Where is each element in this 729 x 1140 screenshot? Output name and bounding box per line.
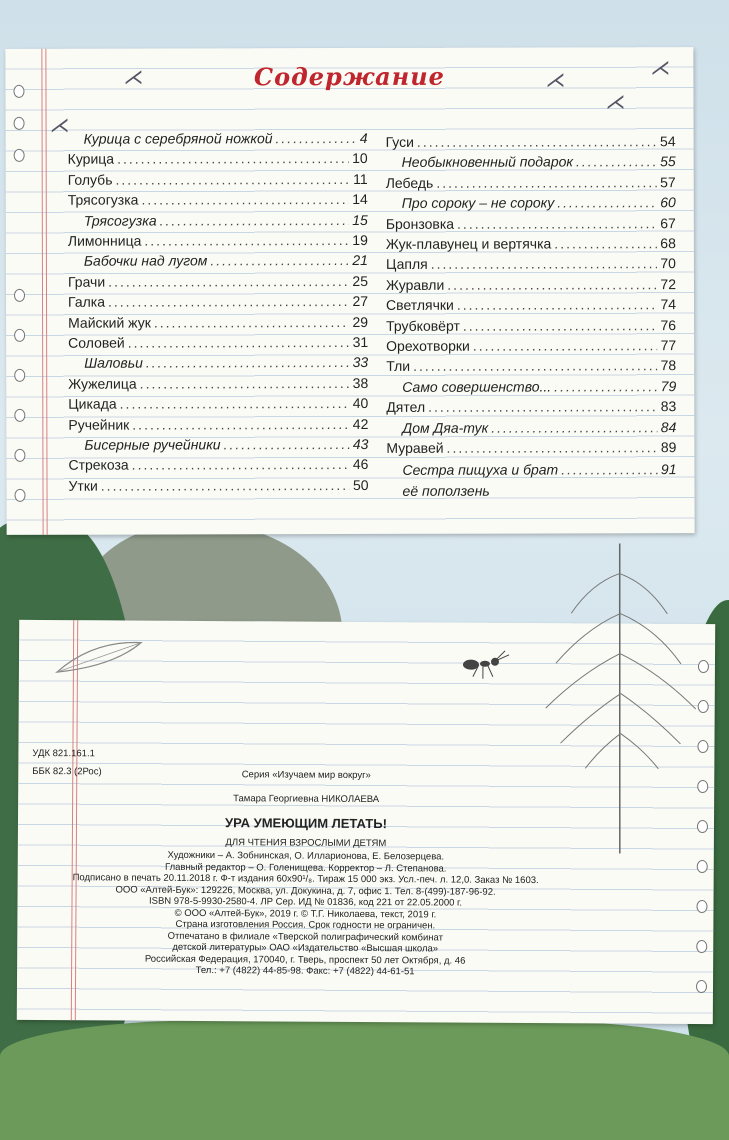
toc-entry bbox=[84, 252, 368, 269]
toc-entry-title: Трубковёрт bbox=[386, 317, 460, 334]
toc-entry-page: 79 bbox=[660, 377, 677, 394]
toc-entry bbox=[386, 296, 676, 313]
toc-entry-page: 50 bbox=[352, 476, 369, 493]
contents-right-column bbox=[386, 133, 677, 534]
toc-entry-title: Голубь bbox=[67, 171, 113, 188]
toc-entry bbox=[386, 398, 676, 415]
toc-entry-page: 15 bbox=[352, 211, 368, 228]
toc-dot-leader bbox=[117, 150, 349, 167]
toc-entry-page: 38 bbox=[352, 374, 369, 391]
toc-entry bbox=[402, 419, 676, 436]
margin-line bbox=[45, 49, 47, 535]
toc-entry bbox=[402, 194, 676, 211]
toc-entry-page: 60 bbox=[660, 194, 676, 211]
toc-entry bbox=[84, 354, 368, 371]
toc-dot-leader bbox=[140, 375, 350, 392]
toc-dot-leader bbox=[431, 256, 658, 273]
toc-entry-page: 31 bbox=[352, 333, 369, 350]
toc-entry bbox=[386, 256, 676, 273]
toc-entry bbox=[68, 150, 368, 167]
toc-entry-title: Светлячки bbox=[386, 296, 454, 314]
grass-plant-icon bbox=[530, 533, 708, 864]
toc-entry-page: 46 bbox=[352, 456, 369, 473]
binder-hole bbox=[14, 329, 25, 342]
toc-entry-title: Орехотворки bbox=[386, 337, 470, 354]
binder-hole bbox=[14, 369, 25, 382]
toc-entry-page: 4 bbox=[359, 129, 368, 146]
imprint-details bbox=[0, 848, 714, 979]
ant-icon bbox=[459, 645, 515, 685]
toc-dot-leader bbox=[141, 191, 349, 208]
toc-entry bbox=[84, 212, 368, 229]
toc-entry-title: Стрекоза bbox=[68, 456, 129, 474]
toc-dot-leader bbox=[128, 334, 350, 351]
toc-dot-leader bbox=[447, 439, 658, 456]
toc-dot-leader bbox=[115, 171, 350, 188]
toc-entry-title: Трясогузка bbox=[83, 212, 157, 229]
toc-entry-title: Курица bbox=[67, 151, 115, 168]
toc-entry-page: 68 bbox=[660, 235, 676, 252]
toc-entry-page: 84 bbox=[660, 418, 677, 435]
bird-track-icon: ⋌ bbox=[123, 66, 144, 89]
author-name: Тамара Георгиевна НИКОЛАЕВА bbox=[233, 793, 380, 806]
toc-dot-leader bbox=[132, 456, 350, 473]
toc-entry bbox=[386, 215, 676, 232]
binder-hole bbox=[15, 489, 26, 502]
toc-dot-leader bbox=[473, 337, 658, 353]
toc-entry-title: Галка bbox=[68, 293, 106, 310]
toc-dot-leader bbox=[576, 154, 657, 170]
toc-entry-title: Трясогузка bbox=[67, 191, 139, 208]
toc-entry-title: Утки bbox=[68, 477, 98, 494]
toc-entry-page: 21 bbox=[352, 252, 368, 269]
toc-entry bbox=[386, 358, 676, 375]
toc-entry-page: 70 bbox=[660, 255, 676, 272]
contents-title: Содержание bbox=[253, 61, 445, 92]
toc-dot-leader bbox=[457, 296, 658, 313]
imprint-line: Российская Федерация, 170040, г. Тверь, проспект 50 лет Октября, д. 46 bbox=[144, 953, 466, 967]
toc-entry-page: 91 bbox=[660, 461, 677, 478]
toc-entry bbox=[386, 337, 676, 354]
toc-entry bbox=[68, 375, 368, 392]
binder-hole bbox=[14, 117, 25, 130]
contents-page bbox=[5, 47, 694, 535]
toc-entry-title: Лебедь bbox=[385, 174, 434, 191]
toc-entry-page: 76 bbox=[660, 316, 677, 333]
toc-entry-page: 43 bbox=[352, 435, 369, 452]
imprint-line: Страна изготовления Россия. Срок годности не ограничен. bbox=[175, 918, 436, 932]
toc-entry-page: 25 bbox=[352, 272, 368, 289]
binder-hole bbox=[14, 449, 25, 462]
binder-hole bbox=[14, 409, 25, 422]
toc-dot-leader bbox=[101, 477, 350, 494]
toc-dot-leader bbox=[154, 314, 350, 331]
toc-entry bbox=[68, 334, 368, 351]
toc-entry-page: 10 bbox=[352, 150, 368, 167]
toc-entry bbox=[68, 395, 368, 412]
toc-entry-page: 57 bbox=[660, 173, 676, 190]
bird-track-icon: ⋌ bbox=[49, 114, 70, 137]
toc-entry-title: Соловей bbox=[68, 334, 125, 351]
toc-dot-leader bbox=[428, 398, 658, 415]
binder-hole bbox=[14, 289, 25, 302]
toc-dot-leader bbox=[108, 273, 349, 290]
toc-entry-page: 83 bbox=[660, 398, 677, 415]
toc-entry bbox=[402, 378, 676, 395]
imprint-line: Художники – А. Зобнинская, О. Илларионова, Е. Белозерцева. bbox=[167, 849, 445, 863]
toc-entry-title: Грачи bbox=[67, 273, 106, 290]
toc-entry-title: Цикада bbox=[68, 395, 117, 412]
toc-entry-title: Бисерные ручейники bbox=[84, 436, 221, 453]
imprint-line: © ООО «Алтей-Бук», 2019 г. © Т.Г. Николаева, текст, 2019 г. bbox=[174, 907, 437, 920]
toc-entry bbox=[68, 456, 368, 473]
toc-entry-page: 33 bbox=[352, 354, 369, 371]
bbk-code: ББК 82.3 (2Рос) bbox=[32, 765, 102, 778]
bird-track-icon: ⋌ bbox=[605, 91, 626, 114]
toc-entry bbox=[386, 276, 676, 293]
margin-line bbox=[41, 49, 43, 535]
toc-entry-title: Муравей bbox=[386, 439, 444, 456]
toc-entry bbox=[68, 191, 368, 208]
toc-entry-title: Дятел bbox=[386, 398, 426, 416]
toc-entry-title: Цапля bbox=[385, 256, 428, 273]
toc-entry-title: Курица с серебряной ножкой bbox=[83, 130, 273, 147]
toc-dot-leader bbox=[436, 174, 657, 191]
toc-entry-title: Лимонница bbox=[67, 232, 142, 249]
toc-dot-leader bbox=[275, 130, 356, 146]
toc-dot-leader bbox=[491, 419, 658, 435]
toc-entry bbox=[68, 171, 368, 188]
toc-entry bbox=[68, 314, 368, 331]
imprint-line: Отпечатано в филиале «Тверской полиграфический комбинат bbox=[167, 930, 444, 943]
toc-entry bbox=[68, 416, 368, 433]
toc-dot-leader bbox=[413, 358, 658, 375]
book-title: УРА УМЕЮЩИМ ЛЕТАТЬ! bbox=[224, 815, 387, 832]
toc-dot-leader bbox=[144, 232, 349, 249]
toc-entry-page: 55 bbox=[660, 153, 676, 170]
toc-dot-leader bbox=[132, 416, 350, 433]
bird-track-icon: ⋌ bbox=[545, 69, 566, 92]
toc-dot-leader bbox=[557, 194, 657, 210]
toc-entry bbox=[386, 439, 676, 456]
toc-entry-page: 19 bbox=[352, 231, 368, 248]
audience-label: ДЛЯ ЧТЕНИЯ ВЗРОСЛЫМИ ДЕТЯМ bbox=[225, 837, 387, 850]
series-name: Серия «Изучаем мир вокруг» bbox=[241, 769, 371, 782]
toc-entry-page: 78 bbox=[660, 357, 677, 374]
toc-entry bbox=[84, 436, 368, 453]
toc-dot-leader bbox=[463, 317, 658, 334]
toc-dot-leader bbox=[146, 354, 350, 371]
toc-entry-page: 27 bbox=[352, 293, 369, 310]
toc-entry bbox=[84, 130, 368, 147]
toc-entry bbox=[386, 317, 676, 334]
imprint-line: детской литературы» ОАО «Издательство «Высшая школа» bbox=[172, 941, 439, 955]
imprint-line: Подписано в печать 20.11.2018 г. Ф-т издания 60х90¹/₈. Тираж 15 000 экз. Усл.-печ. л. 12,0. Заказ № 1603. bbox=[72, 872, 539, 887]
toc-dot-leader bbox=[447, 276, 657, 293]
toc-entry bbox=[68, 293, 368, 310]
toc-entry-page: 89 bbox=[660, 439, 677, 456]
toc-entry bbox=[386, 133, 676, 150]
toc-entry bbox=[68, 477, 368, 494]
toc-entry-title: Бронзовка bbox=[385, 215, 455, 232]
toc-dot-leader bbox=[224, 436, 350, 452]
toc-entry-title: Гуси bbox=[385, 133, 414, 150]
imprint-line: Тел.: +7 (4822) 44-85-98. Факс: +7 (4822) 44-61-51 bbox=[195, 964, 415, 978]
toc-entry-title: Сестра пищуха и брат её поползень bbox=[402, 461, 559, 500]
grass-bottom-decoration bbox=[0, 1020, 729, 1140]
toc-entry-page: 74 bbox=[660, 296, 677, 313]
toc-entry-title: Журавли bbox=[385, 276, 445, 293]
toc-entry-page: 40 bbox=[352, 395, 369, 412]
imprint-page bbox=[17, 620, 715, 1024]
toc-entry bbox=[402, 154, 676, 171]
toc-entry bbox=[386, 174, 676, 191]
toc-entry-title: Тли bbox=[386, 358, 411, 375]
toc-entry-page: 14 bbox=[352, 191, 368, 208]
imprint-line: ООО «Алтей-Бук»: 129226, Москва, ул. Докукина, д. 7, офис 1. Тел. 8-(499)-187-96-92. bbox=[115, 883, 496, 898]
toc-entry-page: 29 bbox=[352, 313, 369, 330]
toc-dot-leader bbox=[108, 293, 349, 310]
toc-entry-page: 72 bbox=[660, 275, 677, 292]
toc-entry bbox=[402, 460, 676, 503]
feather-icon bbox=[53, 636, 145, 677]
toc-dot-leader bbox=[160, 212, 350, 228]
toc-entry-title: Ручейник bbox=[68, 416, 130, 433]
toc-entry-title: Про сороку – не сороку bbox=[401, 194, 555, 212]
toc-dot-leader bbox=[554, 235, 657, 251]
toc-entry-title: Жук-плавунец и вертячка bbox=[385, 235, 552, 252]
toc-dot-leader bbox=[561, 462, 658, 478]
toc-dot-leader bbox=[210, 252, 349, 268]
toc-entry bbox=[386, 235, 676, 252]
toc-dot-leader bbox=[457, 215, 657, 232]
toc-dot-leader bbox=[554, 378, 658, 394]
toc-entry-title: Необыкновенный подарок bbox=[401, 153, 574, 171]
imprint-line: ISBN 978-5-9930-2580-4. ЛР Сер. ИД № 01836, код 221 от 22.05.2000 г. bbox=[148, 895, 463, 909]
toc-entry-title: Жужелица bbox=[68, 375, 137, 392]
toc-entry-page: 77 bbox=[660, 337, 677, 354]
toc-entry-title: Само совершенство... bbox=[402, 378, 552, 395]
toc-entry bbox=[68, 232, 368, 249]
toc-entry-title: Дом Дяа-тук bbox=[402, 419, 489, 436]
imprint-line: Главный редактор – О. Голенищева. Корректор – Л. Степанова. bbox=[164, 861, 447, 874]
toc-entry-title: Майский жук bbox=[68, 314, 151, 331]
binder-hole bbox=[696, 980, 707, 993]
udk-code: УДК 821.161.1 bbox=[32, 747, 95, 760]
toc-dot-leader bbox=[417, 133, 657, 150]
toc-entry-page: 11 bbox=[353, 170, 368, 187]
binder-hole bbox=[14, 149, 25, 162]
toc-entry-page: 42 bbox=[352, 415, 369, 432]
toc-entry-title: Бабочки над лугом bbox=[83, 252, 208, 270]
contents-left-column bbox=[68, 130, 369, 531]
bird-track-icon: ⋌ bbox=[650, 57, 671, 80]
toc-entry-title: Шаловьи bbox=[84, 354, 143, 372]
toc-entry-page: 67 bbox=[660, 214, 676, 231]
toc-entry bbox=[68, 273, 368, 290]
toc-dot-leader bbox=[120, 395, 350, 412]
toc-entry-page: 54 bbox=[660, 133, 676, 150]
